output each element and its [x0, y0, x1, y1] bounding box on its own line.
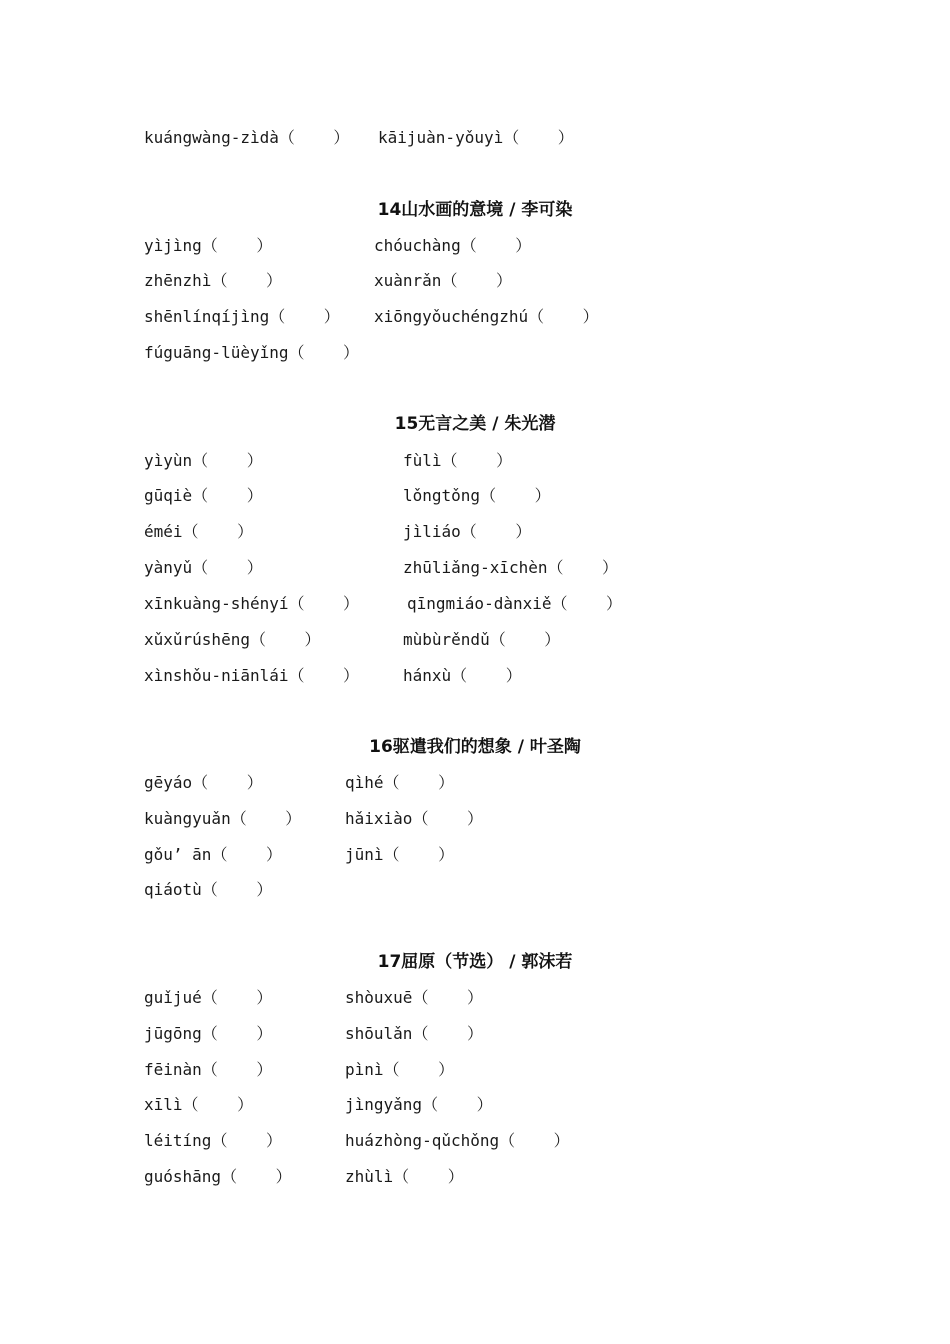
word-item: kuàngyuǎn（ ） — [144, 809, 302, 828]
word-item: guǐjué（ ） — [144, 988, 273, 1007]
word-item: zhùlì（ ） — [345, 1167, 464, 1186]
word-item: shòuxuē（ ） — [345, 988, 483, 1007]
word-item: jūnì（ ） — [345, 845, 455, 864]
word-item: shōulǎn（ ） — [345, 1024, 483, 1043]
word-item: fúguāng-lüèyǐng（ ） — [144, 343, 360, 362]
word-item: hánxù（ ） — [403, 666, 522, 685]
word-item: jūgōng（ ） — [144, 1024, 273, 1043]
word-item: jìngyǎng（ ） — [345, 1095, 493, 1114]
word-item: mùbùrěndǔ（ ） — [403, 630, 561, 649]
word-item: jìliáo（ ） — [403, 522, 532, 541]
section-title: 15无言之美 / 朱光潜 — [394, 414, 556, 434]
word-item: hǎixiào（ ） — [345, 809, 483, 828]
word-item: pìnì（ ） — [345, 1060, 455, 1079]
section-title: 17屈原（节选） / 郭沫若 — [377, 952, 573, 972]
word-item: qìhé（ ） — [345, 773, 455, 792]
word-item: gēyáo（ ） — [144, 773, 263, 792]
word-item: chóuchàng（ ） — [374, 236, 532, 255]
word-item: zhēnzhì（ ） — [144, 271, 282, 290]
section-title: 16驱遣我们的想象 / 叶圣陶 — [369, 737, 581, 757]
word-item: yànyǔ（ ） — [144, 558, 263, 577]
word-item: qīngmiáo-dànxiě（ ） — [407, 594, 623, 613]
word-item: xīlì（ ） — [144, 1095, 254, 1114]
word-item: qiáotù（ ） — [144, 880, 273, 899]
word-item: yìjìng（ ） — [144, 236, 273, 255]
word-item: gūqiè（ ） — [144, 486, 263, 505]
word-item: éméi（ ） — [144, 522, 254, 541]
word-item: kuángwàng-zìdà（ ） — [144, 128, 350, 147]
section-title: 14山水画的意境 / 李可染 — [377, 200, 573, 220]
word-item: xuànrǎn（ ） — [374, 271, 512, 290]
word-item: yìyùn（ ） — [144, 451, 263, 470]
word-item: léitíng（ ） — [144, 1131, 282, 1150]
word-item: xiōngyǒuchéngzhú（ ） — [374, 307, 599, 326]
word-item: gǒu’ ān（ ） — [144, 845, 282, 864]
word-item: xǔxǔrúshēng（ ） — [144, 630, 321, 649]
word-item: shēnlínqíjìng（ ） — [144, 307, 340, 326]
word-item: fùlì（ ） — [403, 451, 513, 470]
word-item: guóshāng（ ） — [144, 1167, 292, 1186]
word-item: kāijuàn-yǒuyì（ ） — [378, 128, 574, 147]
word-item: lǒngtǒng（ ） — [403, 486, 551, 505]
word-item: zhūliǎng-xīchèn（ ） — [403, 558, 619, 577]
word-item: xìnshǒu-niānlái（ ） — [144, 666, 360, 685]
word-item: huázhòng-qǔchǒng（ ） — [345, 1131, 570, 1150]
word-item: fēinàn（ ） — [144, 1060, 273, 1079]
word-item: xīnkuàng-shényí（ ） — [144, 594, 360, 613]
